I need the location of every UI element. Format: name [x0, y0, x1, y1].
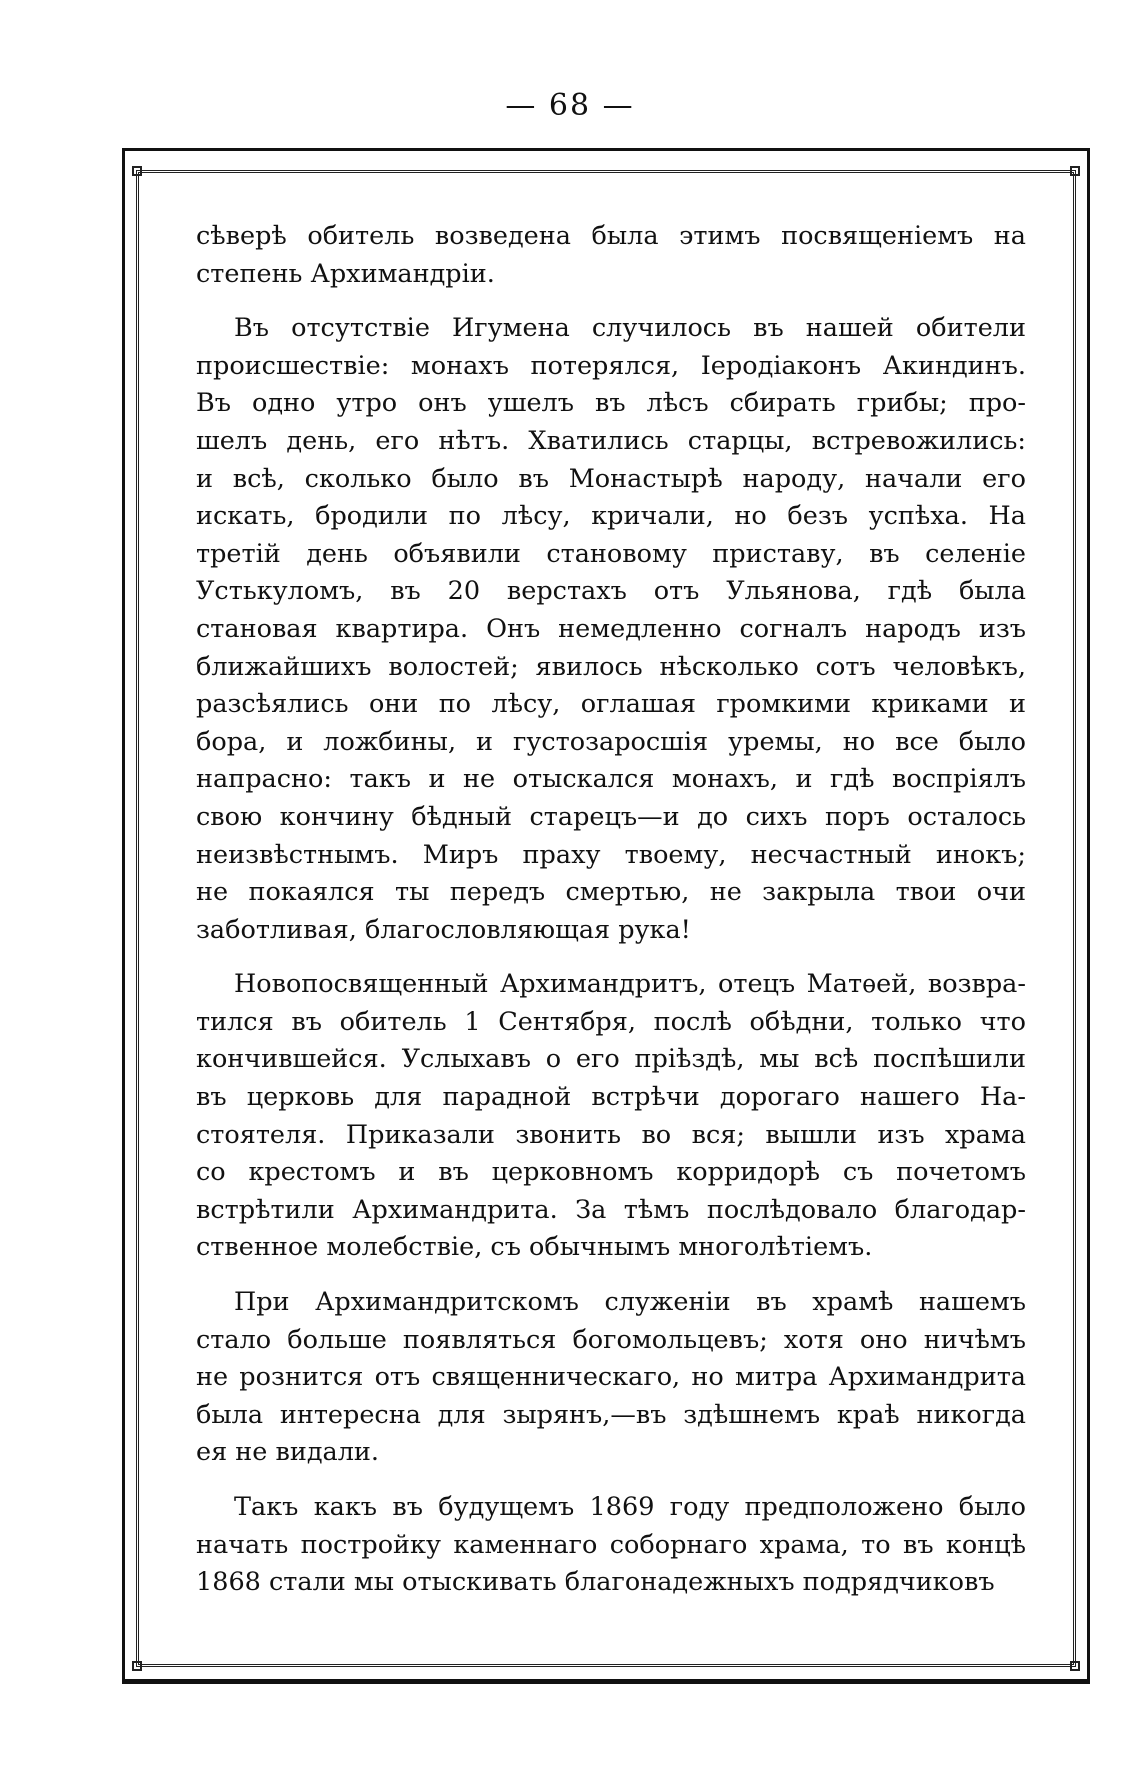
text-line: Такъ какъ въ будущемъ 1869 году предположено было — [234, 1492, 1026, 1522]
body-text — [196, 218, 1026, 1619]
corner-ornament — [1070, 166, 1080, 176]
paragraph — [196, 1489, 1026, 1602]
text-line: въ церковь для парадной встрѣчи дорогаго нашего На- — [196, 1082, 1026, 1113]
text-line: заботливая, благословляющая рука! — [196, 914, 691, 945]
text-line: шелъ день, его нѣтъ. Хватились старцы, встревожились: — [196, 425, 1026, 456]
text-line: разсѣялись они по лѣсу, оглашая громкими криками и — [196, 689, 1026, 720]
text-line: Устькуломъ, въ 20 верстахъ отъ Ульянова, гдѣ была — [196, 576, 1026, 607]
text-line: тился въ обитель 1 Сентября, послѣ обѣдни, только что — [196, 1006, 1026, 1037]
paragraph — [196, 1284, 1026, 1472]
text-line: ственное молебствіе, съ обычнымъ многолѣтіемъ. — [196, 1232, 873, 1263]
text-line: 1868 стали мы отыскивать благонадежныхъ подрядчиковъ — [196, 1567, 995, 1598]
text-line: становая квартира. Онъ немедленно согналъ народъ изъ — [196, 613, 1026, 644]
text-line: кончившейся. Услыхавъ о его пріѣздѣ, мы всѣ поспѣшили — [196, 1044, 1026, 1075]
text-line: ея не видали. — [196, 1437, 380, 1468]
text-line: стало больше появляться богомольцевъ; хотя оно ничѣмъ — [196, 1324, 1026, 1355]
text-line: встрѣтили Архимандрита. За тѣмъ послѣдовало благодар- — [196, 1194, 1026, 1225]
text-line: начать постройку каменнаго соборнаго храма, то въ концѣ — [196, 1529, 1026, 1560]
corner-ornament — [132, 1661, 142, 1671]
text-line: искать, бродили по лѣсу, кричали, но безъ успѣха. На — [196, 501, 1026, 532]
text-line: бора, и ложбины, и густозаросшія уремы, но все было — [196, 726, 1026, 757]
text-line: не покаялся ты передъ смертью, не закрыла твои очи — [196, 877, 1026, 908]
page-number: — 68 — — [505, 88, 635, 123]
text-line: ближайшихъ волостей; явилось нѣсколько сотъ человѣкъ, — [196, 651, 1026, 682]
text-line: Въ одно утро онъ ушелъ въ лѣсъ сбирать грибы; про- — [196, 388, 1026, 419]
text-line: происшествіе: монахъ потерялся, Іеродіаконъ Акиндинъ. — [196, 350, 1026, 381]
text-line: со крестомъ и въ церковномъ корридорѣ съ почетомъ — [196, 1157, 1026, 1188]
text-line: неизвѣстнымъ. Миръ праху твоему, несчастный инокъ; — [196, 839, 1026, 870]
text-line: и всѣ, сколько было въ Монастырѣ народу, начали его — [196, 463, 1026, 494]
text-line: степень Архимандріи. — [196, 258, 495, 289]
text-line: сѣверѣ обитель возведена была этимъ посвященіемъ на — [196, 221, 1026, 251]
text-line: стоятеля. Приказали звонить во вся; вышли изъ храма — [196, 1119, 1026, 1150]
text-line: При Архимандритскомъ служеніи въ храмѣ нашемъ — [234, 1287, 1026, 1318]
text-line: Новопосвященный Архимандритъ, отецъ Матѳей, возвра- — [234, 969, 1026, 1000]
text-line: не рознится отъ священническаго, но митра Архимандрита — [196, 1362, 1026, 1393]
text-line: была интересна для зырянъ,—въ здѣшнемъ краѣ никогда — [196, 1399, 1026, 1430]
text-line: Въ отсутствіе Игумена случилось въ нашей обители — [234, 313, 1026, 344]
text-line: свою кончину бѣдный старецъ—и до сихъ поръ осталось — [196, 801, 1026, 832]
paragraph — [196, 966, 1026, 1267]
paragraph — [196, 218, 1026, 293]
text-line: третій день объявили становому приставу, въ селеніе — [196, 538, 1026, 569]
corner-ornament — [132, 166, 142, 176]
corner-ornament — [1070, 1661, 1080, 1671]
paragraph — [196, 310, 1026, 949]
text-line: напрасно: такъ и не отыскался монахъ, и гдѣ воспріялъ — [196, 764, 1026, 795]
